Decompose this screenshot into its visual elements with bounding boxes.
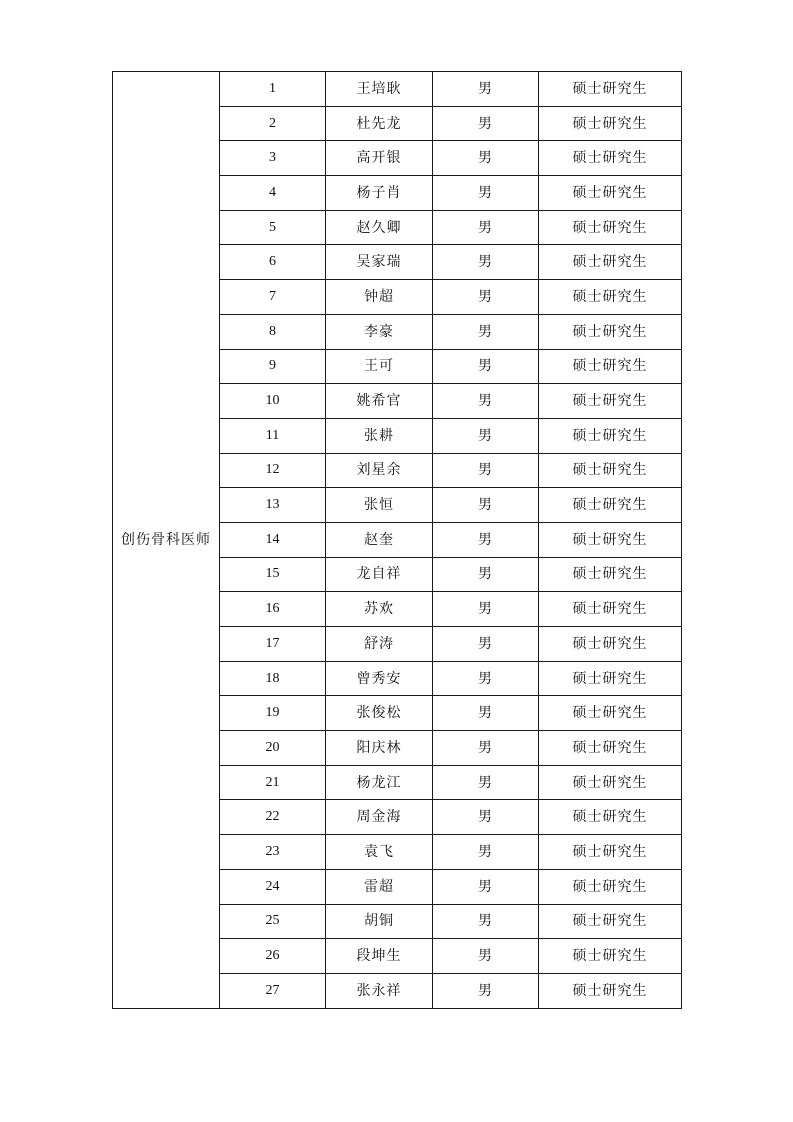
gender-cell: 男 (433, 835, 539, 870)
row-number-cell: 18 (220, 661, 326, 696)
person-name-cell: 张俊松 (326, 696, 433, 731)
degree-cell: 硕士研究生 (539, 835, 682, 870)
degree-cell: 硕士研究生 (539, 210, 682, 245)
gender-cell: 男 (433, 176, 539, 211)
row-number-cell: 1 (220, 72, 326, 107)
gender-cell: 男 (433, 72, 539, 107)
row-number-cell: 15 (220, 557, 326, 592)
gender-cell: 男 (433, 869, 539, 904)
degree-cell: 硕士研究生 (539, 800, 682, 835)
person-name-cell: 张耕 (326, 418, 433, 453)
person-name-cell: 舒涛 (326, 627, 433, 662)
gender-cell: 男 (433, 765, 539, 800)
gender-cell: 男 (433, 522, 539, 557)
person-name-cell: 高开银 (326, 141, 433, 176)
gender-cell: 男 (433, 661, 539, 696)
person-name-cell: 姚希官 (326, 384, 433, 419)
table-row (113, 72, 682, 107)
gender-cell: 男 (433, 349, 539, 384)
degree-cell: 硕士研究生 (539, 661, 682, 696)
gender-cell: 男 (433, 939, 539, 974)
row-number-cell: 16 (220, 592, 326, 627)
person-name-cell: 胡铜 (326, 904, 433, 939)
gender-cell: 男 (433, 418, 539, 453)
person-name-cell: 苏欢 (326, 592, 433, 627)
person-name-cell: 曾秀安 (326, 661, 433, 696)
degree-cell: 硕士研究生 (539, 418, 682, 453)
person-name-cell: 王培耿 (326, 72, 433, 107)
degree-cell: 硕士研究生 (539, 939, 682, 974)
person-name-cell: 杨龙江 (326, 765, 433, 800)
person-name-cell: 张恒 (326, 488, 433, 523)
degree-cell: 硕士研究生 (539, 696, 682, 731)
roster-table-body (113, 72, 682, 1009)
row-number-cell: 9 (220, 349, 326, 384)
gender-cell: 男 (433, 973, 539, 1008)
degree-cell: 硕士研究生 (539, 245, 682, 280)
row-number-cell: 20 (220, 731, 326, 766)
degree-cell: 硕士研究生 (539, 904, 682, 939)
degree-cell: 硕士研究生 (539, 557, 682, 592)
gender-cell: 男 (433, 106, 539, 141)
row-number-cell: 27 (220, 973, 326, 1008)
row-number-cell: 2 (220, 106, 326, 141)
degree-cell: 硕士研究生 (539, 592, 682, 627)
degree-cell: 硕士研究生 (539, 973, 682, 1008)
gender-cell: 男 (433, 453, 539, 488)
gender-cell: 男 (433, 384, 539, 419)
degree-cell: 硕士研究生 (539, 488, 682, 523)
person-name-cell: 钟超 (326, 280, 433, 315)
gender-cell: 男 (433, 800, 539, 835)
person-name-cell: 龙自祥 (326, 557, 433, 592)
person-name-cell: 吴家瑞 (326, 245, 433, 280)
person-name-cell: 王可 (326, 349, 433, 384)
person-name-cell: 阳庆林 (326, 731, 433, 766)
degree-cell: 硕士研究生 (539, 384, 682, 419)
degree-cell: 硕士研究生 (539, 731, 682, 766)
row-number-cell: 23 (220, 835, 326, 870)
gender-cell: 男 (433, 488, 539, 523)
row-number-cell: 26 (220, 939, 326, 974)
roster-table (112, 71, 682, 1009)
gender-cell: 男 (433, 210, 539, 245)
person-name-cell: 张永祥 (326, 973, 433, 1008)
row-number-cell: 7 (220, 280, 326, 315)
row-number-cell: 12 (220, 453, 326, 488)
degree-cell: 硕士研究生 (539, 176, 682, 211)
row-number-cell: 4 (220, 176, 326, 211)
person-name-cell: 李豪 (326, 314, 433, 349)
row-number-cell: 21 (220, 765, 326, 800)
person-name-cell: 周金海 (326, 800, 433, 835)
degree-cell: 硕士研究生 (539, 72, 682, 107)
person-name-cell: 杜先龙 (326, 106, 433, 141)
gender-cell: 男 (433, 627, 539, 662)
degree-cell: 硕士研究生 (539, 141, 682, 176)
gender-cell: 男 (433, 696, 539, 731)
row-number-cell: 6 (220, 245, 326, 280)
row-number-cell: 22 (220, 800, 326, 835)
person-name-cell: 段坤生 (326, 939, 433, 974)
person-name-cell: 刘星余 (326, 453, 433, 488)
person-name-cell: 袁飞 (326, 835, 433, 870)
degree-cell: 硕士研究生 (539, 869, 682, 904)
row-number-cell: 3 (220, 141, 326, 176)
row-number-cell: 25 (220, 904, 326, 939)
person-name-cell: 杨子肖 (326, 176, 433, 211)
row-number-cell: 19 (220, 696, 326, 731)
person-name-cell: 赵久卿 (326, 210, 433, 245)
row-number-cell: 8 (220, 314, 326, 349)
row-number-cell: 24 (220, 869, 326, 904)
gender-cell: 男 (433, 280, 539, 315)
degree-cell: 硕士研究生 (539, 314, 682, 349)
row-number-cell: 17 (220, 627, 326, 662)
row-number-cell: 11 (220, 418, 326, 453)
gender-cell: 男 (433, 557, 539, 592)
gender-cell: 男 (433, 245, 539, 280)
department-cell: 创伤骨科医师 (113, 72, 220, 1009)
degree-cell: 硕士研究生 (539, 453, 682, 488)
gender-cell: 男 (433, 314, 539, 349)
gender-cell: 男 (433, 731, 539, 766)
row-number-cell: 10 (220, 384, 326, 419)
person-name-cell: 赵奎 (326, 522, 433, 557)
degree-cell: 硕士研究生 (539, 627, 682, 662)
row-number-cell: 5 (220, 210, 326, 245)
row-number-cell: 14 (220, 522, 326, 557)
degree-cell: 硕士研究生 (539, 280, 682, 315)
person-name-cell: 雷超 (326, 869, 433, 904)
gender-cell: 男 (433, 141, 539, 176)
degree-cell: 硕士研究生 (539, 765, 682, 800)
degree-cell: 硕士研究生 (539, 106, 682, 141)
row-number-cell: 13 (220, 488, 326, 523)
gender-cell: 男 (433, 592, 539, 627)
degree-cell: 硕士研究生 (539, 522, 682, 557)
degree-cell: 硕士研究生 (539, 349, 682, 384)
gender-cell: 男 (433, 904, 539, 939)
